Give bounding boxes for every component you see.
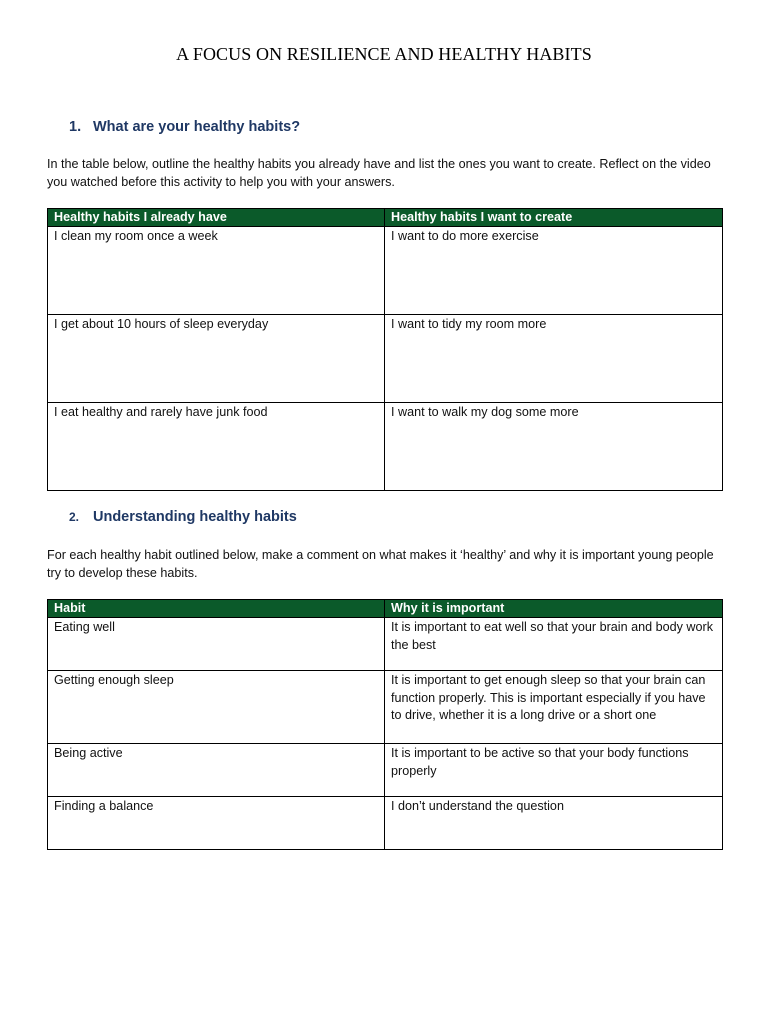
table-header-row bbox=[48, 209, 723, 227]
table-cell: Eating well bbox=[48, 618, 385, 671]
table-cell[interactable]: I want to walk my dog some more bbox=[385, 403, 723, 491]
table-cell[interactable]: It is important to be active so that your body functions properly bbox=[385, 744, 723, 797]
column-header-already-have: Healthy habits I already have bbox=[48, 209, 385, 227]
table-row bbox=[48, 744, 723, 797]
column-header-why-important: Why it is important bbox=[385, 600, 723, 618]
table-cell[interactable]: It is important to get enough sleep so that your brain can function properly. This is important especially if you have to drive, whether it is a long drive or a short one bbox=[385, 671, 723, 744]
section-1-heading bbox=[69, 119, 300, 135]
table-cell[interactable]: I get about 10 hours of sleep everyday bbox=[48, 315, 385, 403]
section-1-intro: In the table below, outline the healthy habits you already have and list the ones you want to create. Reflect on the video you watched before this activity to help you with your answers. bbox=[47, 157, 711, 189]
column-header-want-to-create: Healthy habits I want to create bbox=[385, 209, 723, 227]
table-row bbox=[48, 797, 723, 850]
section-2-intro: For each healthy habit outlined below, make a comment on what makes it ‘healthy’ and why it is important young people try to develop these habits. bbox=[47, 548, 714, 580]
section-1-heading-text: What are your healthy habits? bbox=[93, 119, 301, 135]
section-1-number: 1. bbox=[69, 119, 82, 135]
table-cell: Getting enough sleep bbox=[48, 671, 385, 744]
section-2-heading bbox=[69, 509, 297, 525]
table-row bbox=[48, 618, 723, 671]
table-cell[interactable]: I want to do more exercise bbox=[385, 227, 723, 315]
table-cell: Being active bbox=[48, 744, 385, 797]
table-row bbox=[48, 315, 723, 403]
table-cell[interactable]: I clean my room once a week bbox=[48, 227, 385, 315]
table-cell: Finding a balance bbox=[48, 797, 385, 850]
table-cell[interactable]: I eat healthy and rarely have junk food bbox=[48, 403, 385, 491]
table-row bbox=[48, 227, 723, 315]
table-cell[interactable]: I want to tidy my room more bbox=[385, 315, 723, 403]
table-cell[interactable]: It is important to eat well so that your brain and body work the best bbox=[385, 618, 723, 671]
table-header-row bbox=[48, 600, 723, 618]
page-title: A FOCUS ON RESILIENCE AND HEALTHY HABITS bbox=[176, 44, 592, 64]
understanding-habits-table bbox=[47, 599, 723, 850]
table-cell[interactable]: I don’t understand the question bbox=[385, 797, 723, 850]
column-header-habit: Habit bbox=[48, 600, 385, 618]
healthy-habits-table bbox=[47, 208, 723, 491]
table-row bbox=[48, 403, 723, 491]
section-2-number: 2. bbox=[69, 510, 80, 524]
table-row bbox=[48, 671, 723, 744]
section-2-heading-text: Understanding healthy habits bbox=[93, 509, 297, 525]
